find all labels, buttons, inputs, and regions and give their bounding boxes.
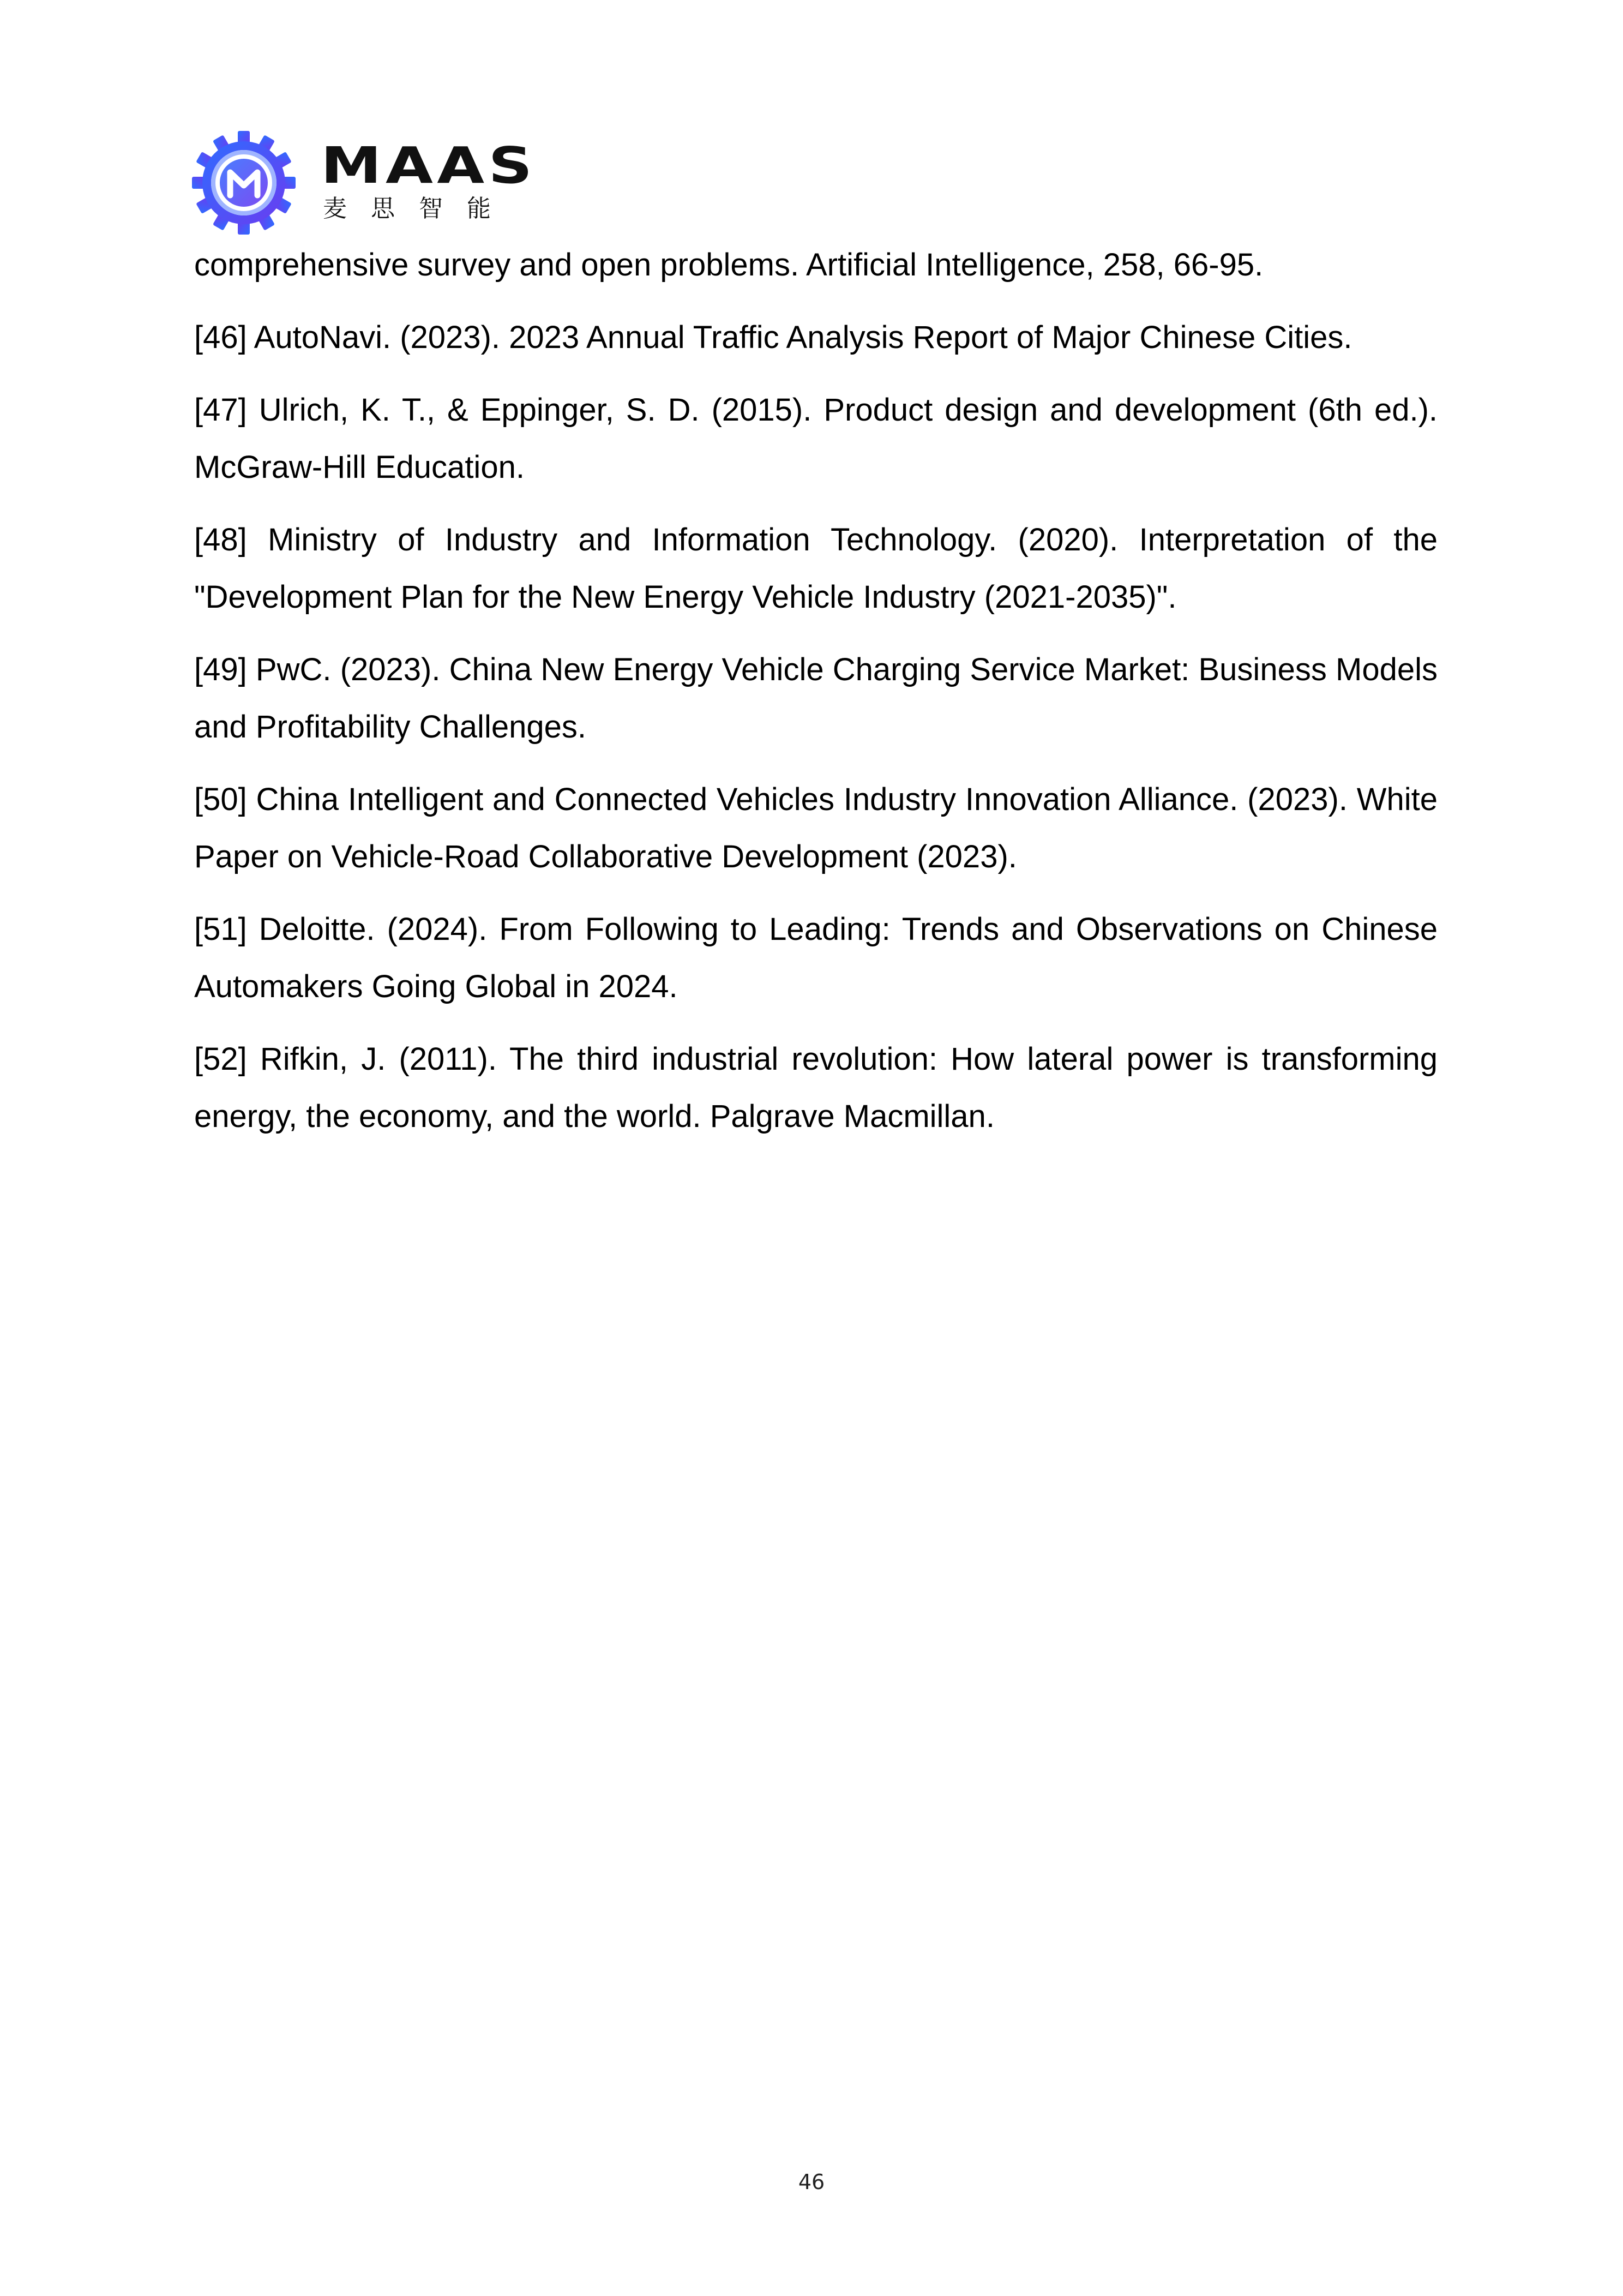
reference-list [194,236,1438,1160]
reference-item: [48] Ministry of Industry and Information Technology. (2020). Interpretation of the "Development Plan for the New Energy Vehicle Industry (2021-2035)". [194,522,1438,615]
reference-item: comprehensive survey and open problems. Artificial Intelligence, 258, 66-95. [194,247,1264,283]
logo-chinese-name: 麦思智能 [323,195,515,223]
reference-item: [46] AutoNavi. (2023). 2023 Annual Traffic Analysis Report of Major Chinese Cities. [194,320,1352,355]
reference-item: [52] Rifkin, J. (2011). The third industrial revolution: How lateral power is transforming energy, the economy, and the world. Palgrave Macmillan. [194,1041,1438,1134]
reference-item: [51] Deloitte. (2024). From Following to Leading: Trends and Observations on Chinese Automakers Going Global in 2024. [194,912,1438,1004]
gear-m-logo-icon [192,131,296,235]
reference-item: [47] Ulrich, K. T., & Eppinger, S. D. (2015). Product design and development (6th ed.). McGraw-Hill Education. [194,392,1438,485]
reference-item: [50] China Intelligent and Connected Vehicles Industry Innovation Alliance. (2023). White Paper on Vehicle-Road Collaborative Development (2023). [194,782,1438,874]
reference-item: [49] PwC. (2023). China New Energy Vehicle Charging Service Market: Business Models and Profitability Challenges. [194,652,1438,745]
logo-wordmark: MAAS [321,136,537,195]
page-number: 46 [798,2170,825,2194]
header-logo [192,131,537,235]
